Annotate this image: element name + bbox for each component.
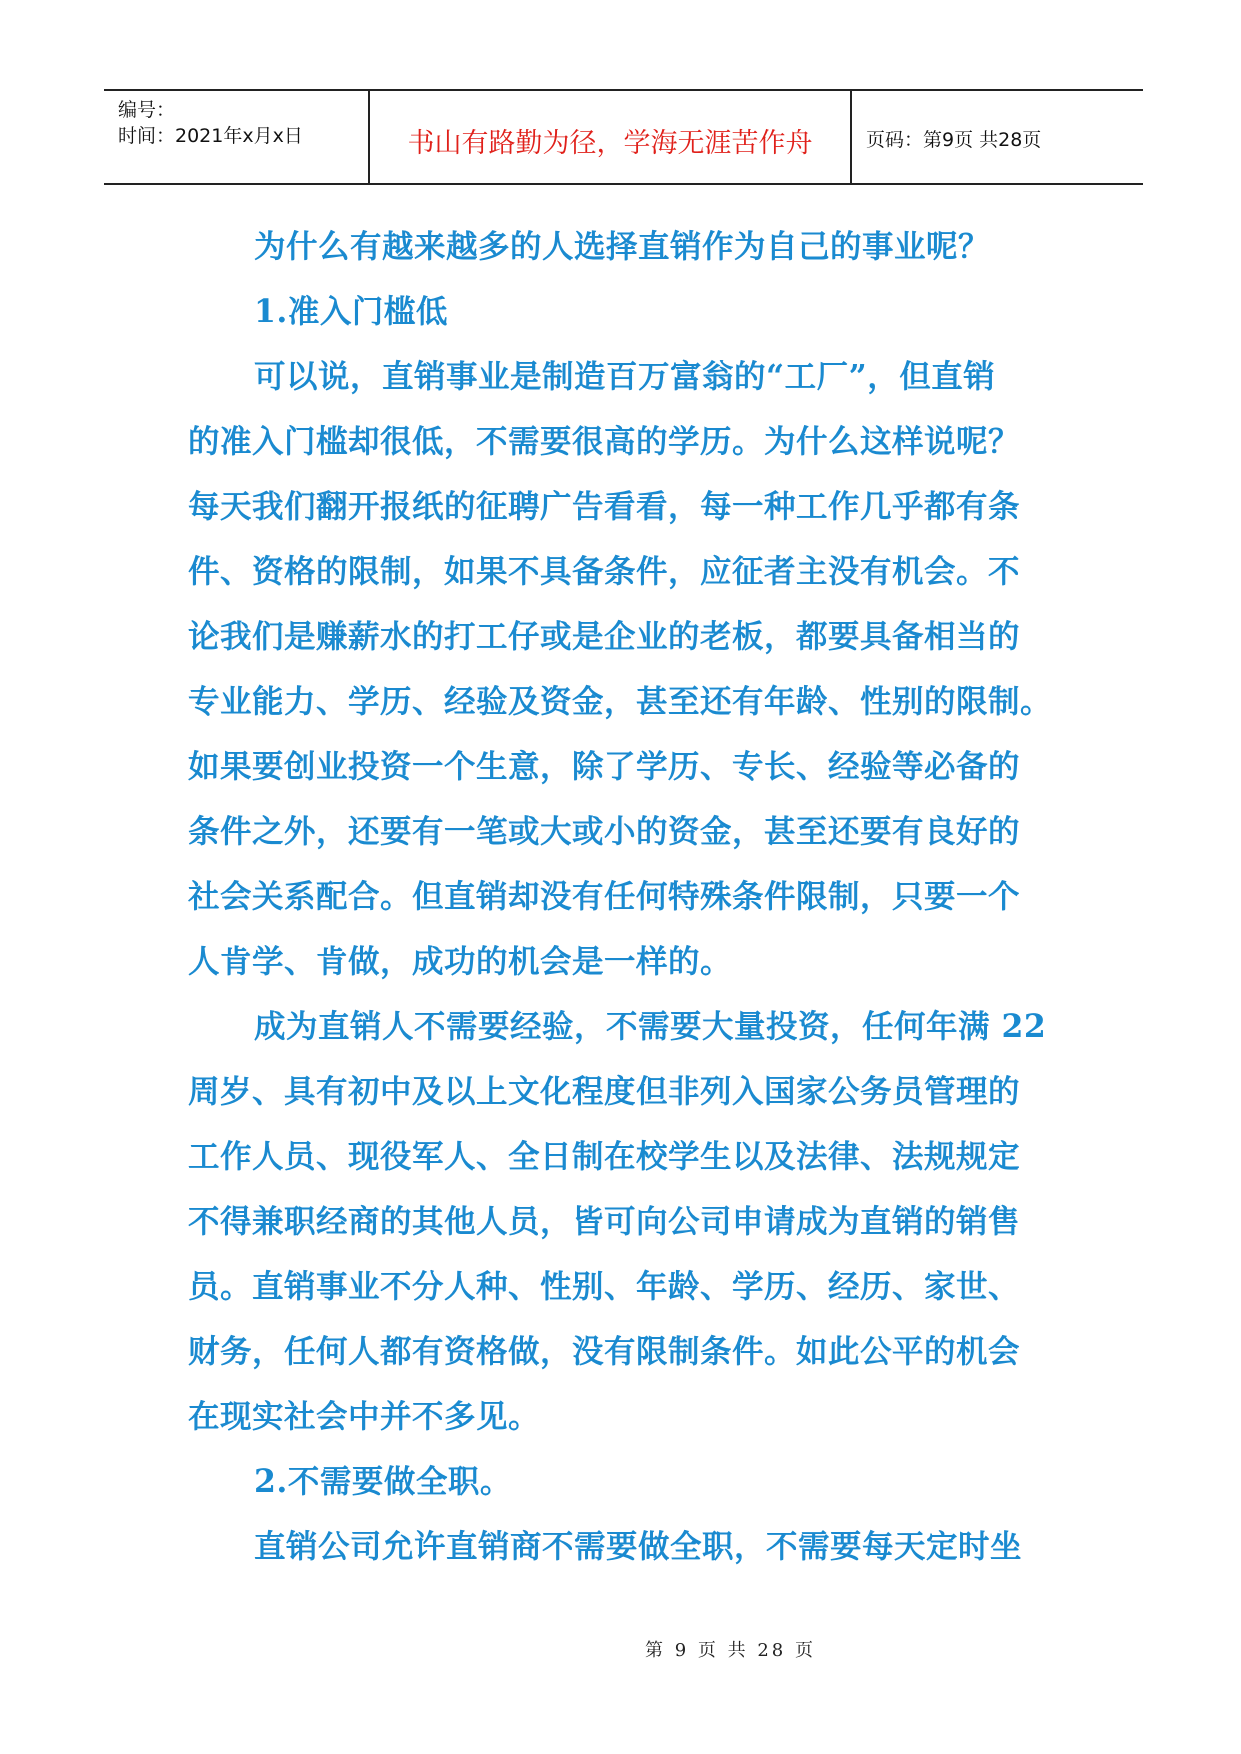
document-header bbox=[104, 89, 1143, 185]
paragraph-2-line: 周岁、具有初中及以上文化程度但非列入国家公务员管理的 bbox=[188, 1073, 1021, 1110]
header-motto-cell bbox=[370, 91, 852, 183]
article-title: 为什么有越来越多的人选择直销作为自己的事业呢？ bbox=[254, 228, 991, 265]
paragraph-2-line: 财务，任何人都有资格做，没有限制条件。如此公平的机会 bbox=[188, 1333, 1021, 1370]
paragraph-2-line: 员。直销事业不分人种、性别、年龄、学历、经历、家世、 bbox=[188, 1268, 1021, 1305]
header-meta-cell bbox=[104, 91, 370, 183]
paragraph-1-line: 件、资格的限制，如果不具备条件，应征者主没有机会。不 bbox=[188, 553, 1021, 590]
number-label: 编号： bbox=[118, 99, 176, 121]
time-label: 时间：2021年x月x日 bbox=[118, 125, 303, 147]
page-code: 页码：第9页 共28页 bbox=[866, 129, 1042, 151]
page-footer: 第 9 页 共 28 页 bbox=[645, 1640, 816, 1661]
paragraph-2-line: 工作人员、现役军人、全日制在校学生以及法律、法规规定 bbox=[188, 1138, 1021, 1175]
section-heading-2: 2.不需要做全职。 bbox=[254, 1463, 512, 1500]
paragraph-1-line: 的准入门槛却很低，不需要很高的学历。为什么这样说呢？ bbox=[188, 423, 1021, 460]
paragraph-1-line: 专业能力、学历、经验及资金，甚至还有年龄、性别的限制。 bbox=[188, 683, 1053, 720]
paragraph-1-line: 人肯学、肯做，成功的机会是一样的。 bbox=[188, 943, 733, 980]
paragraph-1-line: 如果要创业投资一个生意，除了学历、专长、经验等必备的 bbox=[188, 748, 1021, 785]
paragraph-1-line: 每天我们翻开报纸的征聘广告看看，每一种工作几乎都有条 bbox=[188, 488, 1021, 525]
paragraph-2-line: 在现实社会中并不多见。 bbox=[188, 1398, 541, 1435]
section-heading-1: 1.准入门槛低 bbox=[254, 293, 448, 330]
header-page-cell bbox=[852, 91, 1143, 183]
paragraph-1-line: 条件之外，还要有一笔或大或小的资金，甚至还要有良好的 bbox=[188, 813, 1021, 850]
paragraph-1-line: 论我们是赚薪水的打工仔或是企业的老板，都要具备相当的 bbox=[188, 618, 1021, 655]
paragraph-2-line: 不得兼职经商的其他人员，皆可向公司申请成为直销的销售 bbox=[188, 1203, 1021, 1240]
paragraph-3-line: 直销公司允许直销商不需要做全职，不需要每天定时坐 bbox=[254, 1528, 1023, 1565]
paragraph-1-line: 社会关系配合。但直销却没有任何特殊条件限制，只要一个 bbox=[188, 878, 1021, 915]
paragraph-2-line: 成为直销人不需要经验，不需要大量投资，任何年满 22 bbox=[254, 1008, 1047, 1045]
document-body bbox=[188, 214, 1068, 1579]
motto-text: 书山有路勤为径，学海无涯苦作舟 bbox=[407, 128, 813, 159]
paragraph-1-line: 可以说，直销事业是制造百万富翁的“工厂”，但直销 bbox=[254, 358, 996, 395]
